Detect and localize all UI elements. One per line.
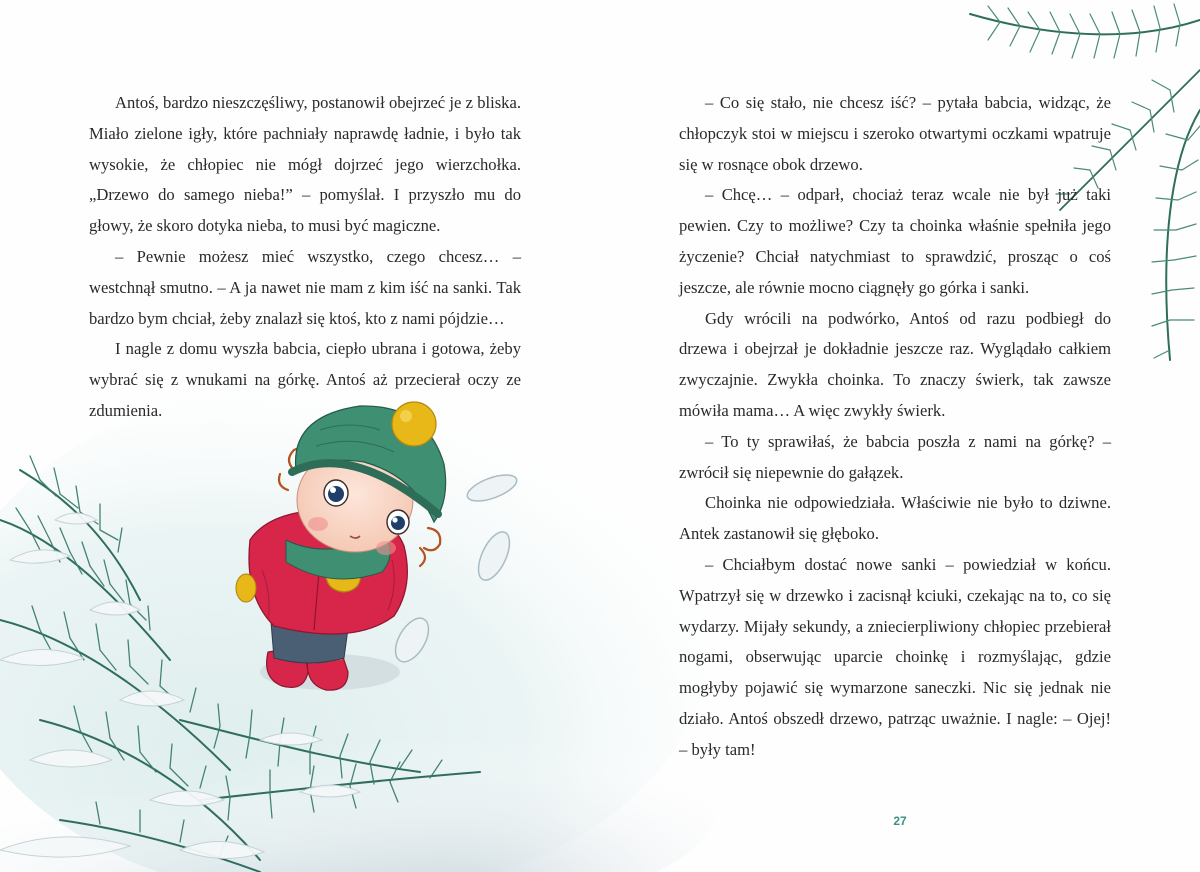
paragraph: I nagle z domu wyszła babcia, ciepło ubrana i gotowa, żeby wybrać się z wnukami na górkę. Antoś aż przecierał oczy ze zdumienia. [89,339,521,420]
page-number: 27 [893,814,907,828]
right-page-text [679,88,1111,766]
paragraph: – Co się stało, nie chcesz iść? – pytała babcia, widząc, że chłopczyk stoi w miejscu i szeroko otwartymi oczkami wpatruje się w rosnące obok drzewo. [679,93,1111,174]
paragraph: Antoś, bardzo nieszczęśliwy, postanowił obejrzeć je z bliska. Miało zielone igły, które pachniały naprawdę ładnie, i było tak wysokie, że chłopiec nie mógł dojrzeć jego wierzchołka. „Drzewo do samego nieba!” – pomyślał. I przyszło mu do głowy, że skoro dotyka nieba, to musi być magiczne. [89,93,521,236]
paragraph: Gdy wrócili na podwórko, Antoś od razu podbiegł do drzewa i obejrzał je dokładnie jeszcze raz. Wyglądało całkiem zwyczajnie. Zwykła choinka. To znaczy świerk, tak zawsze mówiła mama… A więc zwykły świerk. [679,308,1111,420]
left-page-text [89,88,521,427]
paragraph: – Chcę… – odparł, chociaż teraz wcale nie był już taki pewien. Czy to możliwe? Czy ta choinka właśnie spełniła jego życzenie? Chciał natychmiast to sprawdzić, prosząc o coś jeszcze, ale równie mocno ciągnęły go górka i sanki. [679,185,1111,297]
paragraph: Choinka nie odpowiedziała. Właściwie nie było to dziwne. Antek zastanowił się głęboko. [679,493,1111,544]
paragraph: – Pewnie możesz mieć wszystko, czego chcesz… – westchnął smutno. – A ja nawet nie mam z kim iść na sanki. Tak bardzo bym chciał, żeby znalazł się ktoś, kto z nami pójdzie… [89,246,521,328]
paragraph: – Chciałbym dostać nowe sanki – powiedział w końcu. Wpatrzył się w drzewko i zacisnął kciuki, czekając na to, co się wydarzy. Mijały sekundy, a zniecierpliwiony chłopiec przebierał nogami, obserwując uparcie choinkę i rozmyślając, gdzie mogłyby pojawić się wymarzone saneczki. Nic się jednak nie działo. Antoś obszedł drzewo, patrząc uważnie. I nagle: – Ojej! – były tam! [679,554,1111,759]
paragraph: – To ty sprawiłaś, że babcia poszła z nami na górkę? – zwrócił się niepewnie do gałązek. [679,431,1111,482]
